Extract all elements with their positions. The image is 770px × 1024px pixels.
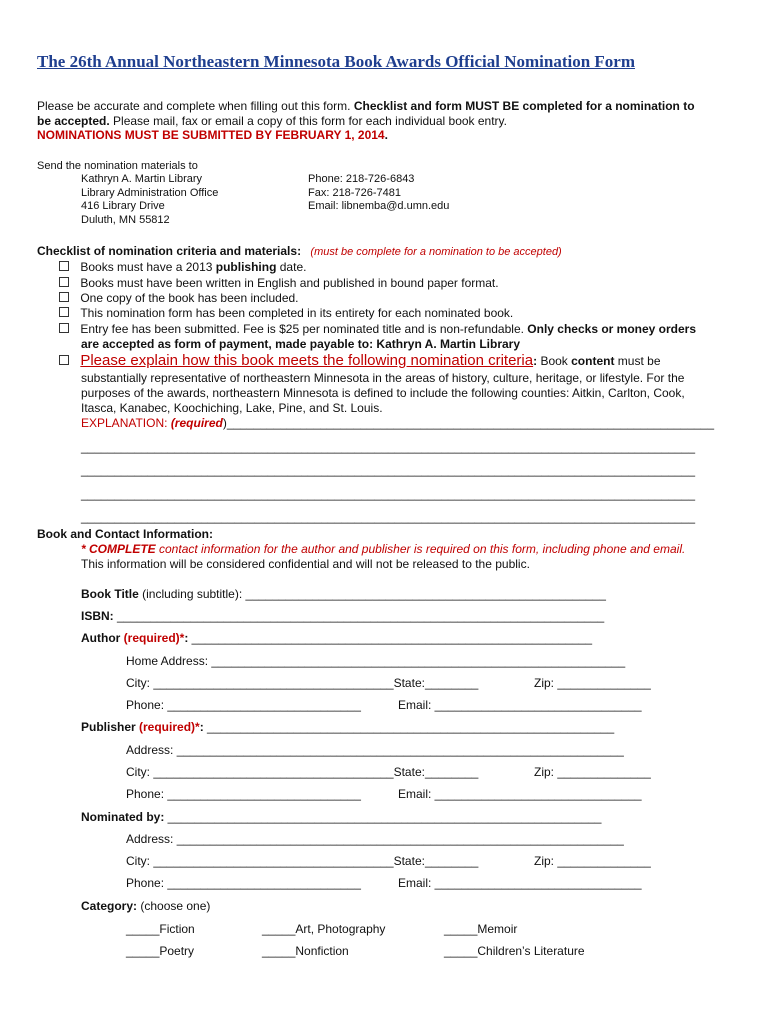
explain-line: purposes of the awards, northeastern Minnesota is defined to include the following counties: Aitkin, Carlton, Cook, [81, 386, 685, 400]
nominated-by-field[interactable] [81, 810, 601, 825]
address-line: Duluth, MN 55812 [81, 213, 170, 226]
item-text: This nomination form has been completed in its entirety for each nominated book. [80, 306, 514, 320]
category-row [81, 899, 210, 914]
author-zip[interactable]: Zip: ______________ [534, 676, 651, 690]
contact-note [81, 542, 685, 557]
book-contact-heading: Book and Contact Information: [37, 527, 213, 541]
author-phone[interactable]: Phone: _____________________________ [126, 698, 361, 712]
deadline-notice [37, 128, 388, 143]
checklist-item[interactable] [59, 322, 696, 337]
checkbox[interactable] [59, 323, 69, 333]
author-label: Author [81, 631, 124, 645]
publisher-zip[interactable]: Zip: ______________ [534, 765, 651, 779]
nominated-by-label: Nominated by: [81, 810, 165, 824]
author-field[interactable] [81, 631, 592, 646]
deadline-dot: . [384, 128, 388, 142]
checklist-note: (must be complete for a nomination to be accepted) [310, 246, 562, 258]
explanation-field[interactable]: _________________________________________________________________________ [226, 416, 715, 430]
item-text: Books must have a 2013 [80, 260, 216, 274]
publisher-phone[interactable]: Phone: _____________________________ [126, 787, 361, 801]
explain-line: substantially representative of northeastern Minnesota in the areas of history, culture, heritage, or lifestyle. For the [81, 371, 685, 385]
intro-text: Please be accurate and complete when filling out this form. [37, 99, 354, 113]
explanation-row[interactable] [81, 416, 714, 431]
checklist-item-explain[interactable] [59, 352, 661, 370]
nominated-by-input[interactable]: _________________________________________________________________ [164, 810, 602, 824]
explain-bold: content [571, 354, 615, 368]
checkbox[interactable] [59, 355, 69, 365]
contact-fax: Fax: 218-726-7481 [308, 186, 401, 199]
isbn-label: ISBN: [81, 609, 114, 623]
isbn-input[interactable]: _________________________________________________________________________ [113, 609, 605, 623]
checkbox[interactable] [59, 307, 69, 317]
nominator-city-state[interactable]: City: ____________________________________State:________ [126, 854, 479, 868]
checklist-title: Checklist of nomination criteria and materials: [37, 244, 302, 258]
item-continuation: are accepted as form of payment, made payable to: Kathryn A. Martin Library [81, 337, 521, 351]
author-email[interactable]: Email: _______________________________ [398, 698, 642, 712]
mailing-address [81, 173, 218, 227]
page-title: The 26th Annual Northeastern Minnesota Book Awards Official Nomination Form [37, 52, 636, 71]
explanation-field[interactable]: ____________________________________________________________________________________________ [81, 487, 695, 501]
item-text: Books must have been written in English and published in bound paper format. [80, 276, 499, 290]
book-title-input[interactable]: ______________________________________________________ [245, 587, 606, 601]
item-text: Entry fee has been submitted. Fee is $25 per nominated title and is non-refundable. [80, 322, 528, 336]
complete-note: * COMPLETE [81, 542, 156, 556]
author-city-state[interactable]: City: ____________________________________State:________ [126, 676, 479, 690]
checkbox[interactable] [59, 277, 69, 287]
send-label: Send the nomination materials to [37, 160, 198, 172]
checklist-item[interactable] [59, 291, 299, 306]
item-bold: publishing [215, 260, 277, 274]
contact-phone: Phone: 218-726-6843 [308, 173, 415, 185]
intro-requirement-end: be accepted. [37, 114, 110, 128]
category-option-nonfiction[interactable]: _____Nonfiction [262, 944, 349, 958]
publisher-city-state[interactable]: City: ____________________________________State:________ [126, 765, 479, 779]
checklist-item[interactable] [59, 276, 499, 291]
book-title-label: Book Title [81, 587, 139, 601]
contact-email: Email: libnemba@d.umn.edu [308, 200, 450, 212]
category-label: Category: [81, 899, 138, 913]
item-text-end: date. [276, 260, 307, 274]
intro-line-2 [37, 114, 507, 129]
address-line: Library Administration Office [81, 186, 219, 199]
isbn-field[interactable] [81, 609, 604, 624]
author-colon: : [184, 631, 189, 645]
item-bold: Only checks or money orders [527, 322, 697, 336]
checklist-item[interactable] [59, 306, 513, 321]
checkbox[interactable] [59, 292, 69, 302]
book-title-field[interactable] [81, 587, 606, 602]
explanation-label: EXPLANATION: [81, 416, 171, 430]
address-line: Kathryn A. Martin Library [81, 173, 203, 185]
publisher-email[interactable]: Email: _______________________________ [398, 787, 642, 801]
explanation-field[interactable]: ____________________________________________________________________________________________ [81, 440, 695, 454]
explain-colon: : [533, 354, 541, 368]
address-line: 416 Library Drive [81, 200, 165, 212]
publisher-colon: : [199, 720, 204, 734]
intro-requirement: Checklist and form MUST BE completed for a nomination to [353, 99, 695, 113]
category-option-art-photography[interactable]: _____Art, Photography [262, 922, 386, 936]
nominator-address[interactable]: Address: ___________________________________________________________________ [126, 832, 624, 846]
confidential-note: This information will be considered confidential and will not be released to the public. [81, 557, 530, 571]
item-text: One copy of the book has been included. [80, 291, 299, 305]
publisher-input[interactable]: _____________________________________________________________ [203, 720, 615, 734]
author-required: (required)* [123, 631, 185, 645]
explain-heading: Please explain how this book meets the following nomination criteria [80, 352, 534, 369]
explanation-field[interactable]: ____________________________________________________________________________________________ [81, 463, 695, 477]
explanation-required: (required [170, 416, 223, 430]
contact-note-text: contact information for the author and publisher is required on this form, including phone and email. [155, 542, 686, 556]
intro-instructions: Please mail, fax or email a copy of this form for each individual book entry. [109, 114, 507, 128]
category-note: (choose one) [137, 899, 211, 913]
publisher-required: (required)* [139, 720, 200, 734]
explain-line: Itasca, Kanabec, Koochiching, Lake, Pine, and St. Louis. [81, 401, 383, 415]
explain-text-end: must be [614, 354, 661, 368]
category-option-poetry[interactable]: _____Poetry [126, 944, 195, 958]
category-option-memoir[interactable]: _____Memoir [444, 922, 518, 936]
checklist-heading [37, 244, 562, 258]
nominator-email[interactable]: Email: _______________________________ [398, 876, 642, 890]
explain-text: Book [540, 354, 572, 368]
deadline-text: NOMINATIONS MUST BE SUBMITTED BY FEBRUARY 1, 2014 [37, 128, 385, 142]
explanation-close: ) [222, 416, 227, 430]
publisher-label: Publisher [81, 720, 140, 734]
nominator-phone[interactable]: Phone: _____________________________ [126, 876, 361, 890]
checkbox[interactable] [59, 261, 69, 271]
category-option-childrens-literature[interactable]: _____Children’s Literature [444, 944, 585, 958]
author-input[interactable]: ____________________________________________________________ [188, 631, 593, 645]
nominator-zip[interactable]: Zip: ______________ [534, 854, 651, 868]
intro-line-1 [37, 99, 695, 114]
contact-info [308, 173, 449, 214]
publisher-field[interactable] [81, 720, 614, 735]
checklist-item[interactable] [59, 260, 306, 275]
explanation-field[interactable]: ____________________________________________________________________________________________ [81, 510, 695, 524]
category-option-fiction[interactable]: _____Fiction [126, 922, 195, 936]
publisher-address[interactable]: Address: ___________________________________________________________________ [126, 743, 624, 757]
book-title-sub: (including subtitle): [138, 587, 246, 601]
author-home-address[interactable]: Home Address: ______________________________________________________________ [126, 654, 626, 668]
